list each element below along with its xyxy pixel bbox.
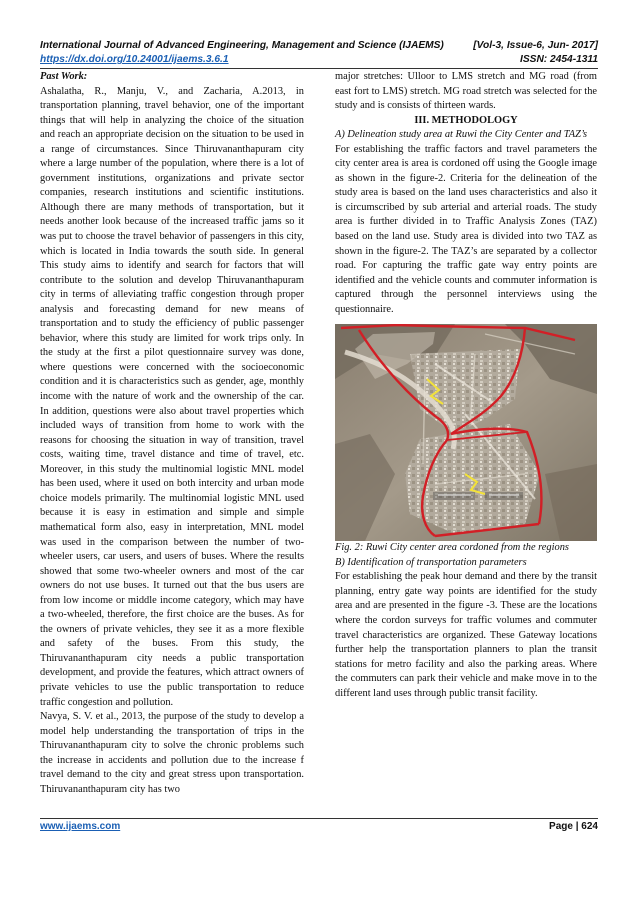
footer-website-link[interactable]: www.ijaems.com [40, 821, 121, 832]
paragraph-identification: For establishing the peak hour demand and there by the transit planning, entry gate way points are identified for the study area and are presented in the figure -3. These are the locations where the cordon surveys for traffic volumes and commuter travel characteristics are organized. These Gateway locations further help the transportation planners to plan the transit stations for metro facility and also the parking areas. Where the commuters can park their vehicle and make move in to the different land uses through public transit facility. [335, 571, 597, 699]
subsection-b-heading: B) Identification of transportation parameters [335, 556, 527, 568]
running-header-doi [40, 54, 598, 67]
right-column [335, 70, 597, 701]
header-rule [40, 68, 598, 69]
satellite-map-image [335, 324, 597, 541]
paragraph-ashalatha: Ashalatha, R., Manju, V., and Zacharia, A.2013, in transportation planning, travel behavior, one of the important things that will help in analyzing the choice of the situation and reach an appropriate decision on the situation to be used in a range of circumstances. Since Thiruvananthapuram city where a large number of the population, where there is a lot of government institutions, organizations and private sector companies, research institutions and scientific institutions. Although there are many methods of transportation, but it needs another look because of the increased traffic jams so it was put to choose the travel behavior of passengers in this city, which is located in India towards the south side. In general This study aims to identify and search for factors that will contribute to the solution and develop Thiruvananthapuram city in terms of alleviating traffic congestion through proper analysis and forecasting demand for new means of transportation and to study the efficiency of public passenger behavior, where this study are limited for work trips only. In the study at the first a pilot questionnaire survey was done, where questions were concerned with the socioeconomic condition and it is characteristics such as gender, age, monthly income with the nature of work and the ownership of the car. In addition, questions were also about travel properties which included ways of transition from home to work with the reasons for choosing the situation in way of transition, travel costs, waiting time, travel distance and time of travel, etc. Moreover, in this study the multinomial logistic MNL model has been used, where it used on both intercity and urban mode choice models primarily. The multinomial logistic MNL used because it is easy in estimation and simple and simple mathematical form also, easy in interpretation, MNL model was used in the comparison between the number of two-wheeler users, car users, and users of buses. Where the results showed that some two-wheeler owners and most of the car owners do not use buses. It turned out that the bus users are from low income or middle income category, which may have a two-wheeled, therefore, the first choice are the buses. As for the owners of private vehicles, they see it as a more flexible and safety of the buses. From this study, the Thiruvananthapuram city needs a public transportation development, and provide the features, which attract owners of private vehicles to use the public transportation to reduce traffic congestion and pollution. [40, 85, 304, 708]
figure-2-satellite-map [335, 324, 597, 541]
page-number: Page | 624 [549, 821, 598, 832]
subsection-a-heading: A) Delineation study area at Ruwi the City Center and TAZ’s [335, 129, 588, 141]
issn: ISSN: 2454-1311 [520, 54, 598, 65]
journal-title: International Journal of Advanced Engineering, Management and Science (IJAEMS) [40, 40, 444, 51]
section-heading-methodology: III. METHODOLOGY [414, 114, 518, 126]
left-column [40, 70, 304, 797]
past-work-heading: Past Work: [40, 71, 88, 82]
paragraph-continued: major stretches: Ulloor to LMS stretch and MG road (from east fort to LMS) stretch. MG road stretch was selected for the study and is consists of thirteen wards. [335, 71, 597, 112]
paragraph-delineation: For establishing the traffic factors and travel parameters the city center area is area is cordoned off using the Google image as shown in the figure-2. Criteria for the delineation of the study area is based on the land uses characteristics and also it is circumscribed by sub arterial and arterial roads. The study area is further divided in to Traffic Analysis Zones (TAZ) based on the land use. Study area is divided into two TAZ as shown in the figure-2. The TAZ’s are separated by a collector road. For capturing the traffic gate way entry points are identified and the vehicle counts and commuter information is captured through the personnel interviews using the questionnaire. [335, 143, 597, 315]
footer-rule [40, 818, 598, 819]
running-header [40, 40, 598, 53]
figure-2-caption: Fig. 2: Ruwi City center area cordoned from the regions [335, 542, 569, 554]
doi-link[interactable]: https://dx.doi.org/10.24001/ijaems.3.6.1 [40, 54, 229, 65]
volume-info: [Vol-3, Issue-6, Jun- 2017] [473, 40, 598, 51]
paragraph-navya: Navya, S. V. et al., 2013, the purpose of the study to develop a model help understanding the transportation of trips in the Thiruvananthapuram city to solve the chronic problems such the increase in accidents and pollution due to the increase f travel demand to the city and great stress upon transportation. Thiruvananthapuram city has two [40, 711, 304, 795]
